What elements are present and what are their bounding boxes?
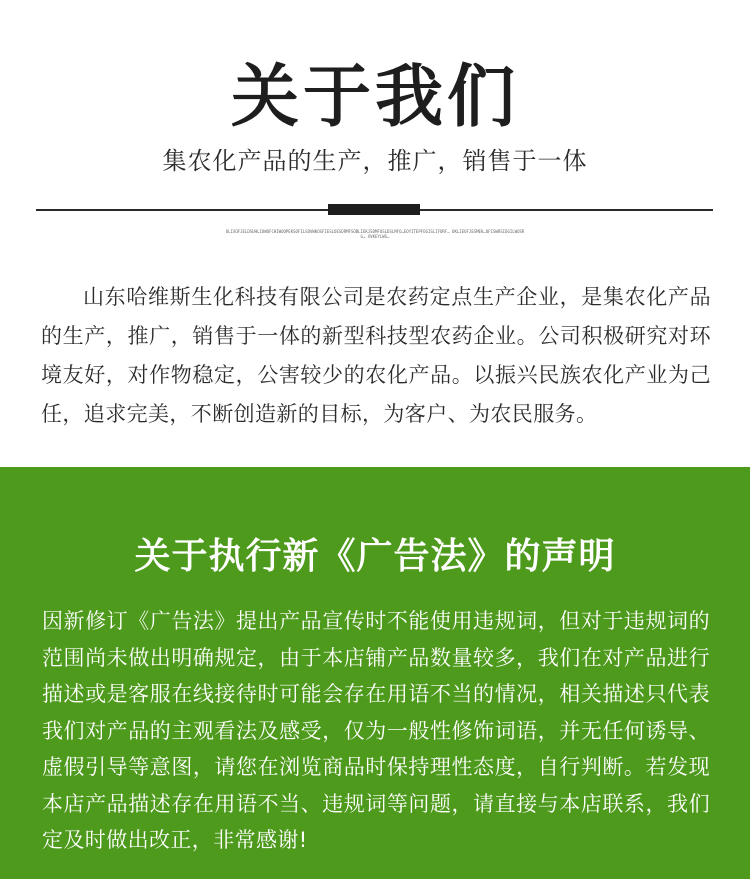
about-subtitle: 集农化产品的生产，推广，销售于一体: [162, 147, 588, 175]
declaration-title: 关于执行新《广告法》的声明: [134, 536, 616, 577]
divider-accent: [328, 204, 420, 215]
declaration-body: 因新修订《广告法》提出产品宣传时不能使用违规词，但对于违规词的范围尚未做出明确规定，由于本店铺产品数量较多，我们在对产品进行描述或是客服在线接待时可能会存在用语不当的情况，相关描述只代表我们对产品的主观看法及感受，仅为一般性修饰词语，并无任何诱导、虚假引导等意图，请您在浏览商品时保持理性态度，自行判断。若发现本店产品描述存在用语不当、违规词等问题，请直接与本店联系，我们定及时做出改正，非常感谢!: [42, 609, 710, 852]
company-intro-paragraph: 山东哈维斯生化科技有限公司是农药定点生产企业，是集农化产品的生产，推广，销售于一体的新型科技型农药企业。公司积极研究对环境友好，对作物稳定，公害较少的农化产品。以振兴民族农化产业为己任，追求完美，不断创造新的目标，为客户、为农民服务。: [41, 285, 711, 426]
decorative-fine-print: OLIXOFJELDSUHLIOWOFCHIWOOPEKSOFILSDVWKOSFIESLOESDRMFSOBLIEKJSDMFOSLDSLMFO…EOYITEPFOGISLIFORF… OKLIEOFJESMEK…OFISWRSIOGILWOSRG… XVKEYLWS…: [225, 229, 525, 239]
about-title: 关于我们: [230, 58, 519, 137]
